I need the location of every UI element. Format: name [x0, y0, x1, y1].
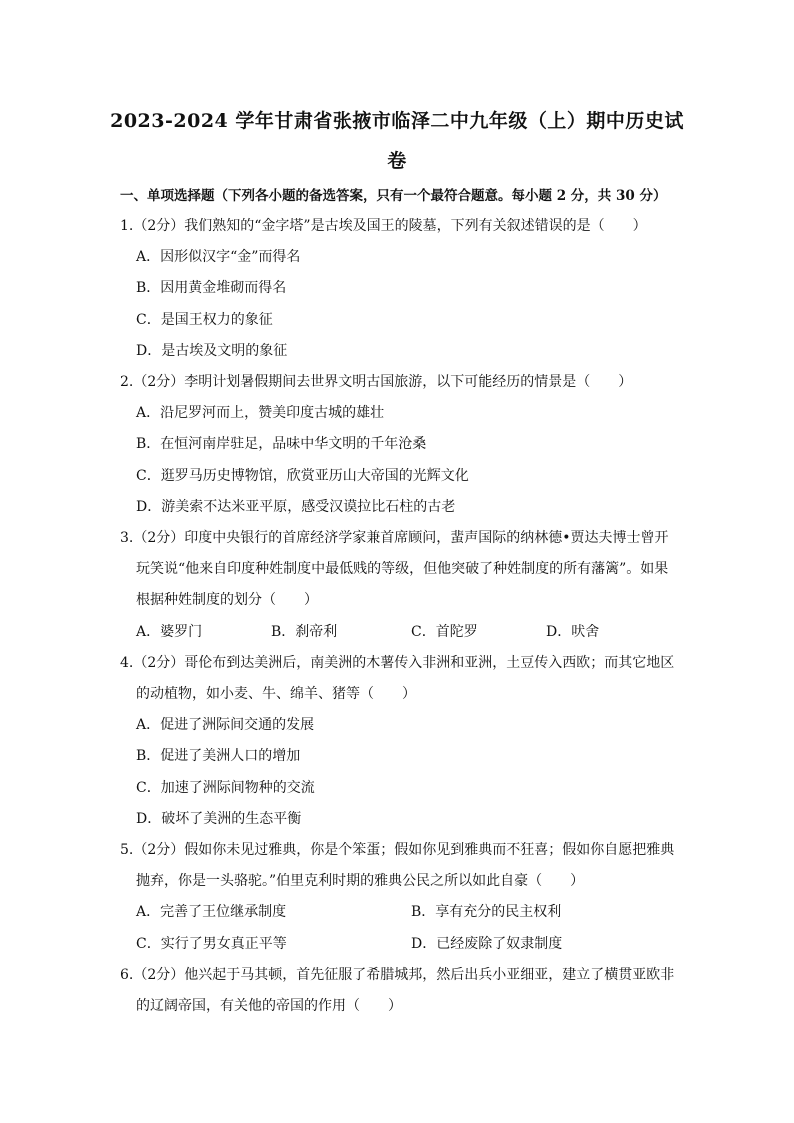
question-1-stem: 1.（2分）我们熟知的“金字塔”是古埃及国王的陵墓，下列有关叙述错误的是（ ） [120, 218, 647, 234]
question-1-option-b: B．因用黄金堆砌而得名 [136, 280, 287, 296]
exam-title-line1: 2023-2024 学年甘肃省张掖市临泽二中九年级（上）期中历史试 [110, 110, 684, 132]
exam-title-line2: 卷 [387, 150, 407, 172]
question-4-stem-line2: 的动植物，如小麦、牛、绵羊、猪等（ ） [136, 686, 416, 702]
question-3-option-c: C．首陀罗 [411, 624, 478, 640]
question-3-stem-line2: 玩笑说“他来自印度种姓制度中最低贱的等级，但他突破了种姓制度的所有藩篱”。如果 [136, 561, 669, 577]
section-heading: 一、单项选择题（下列各小题的备选答案，只有一个最符合题意。每小题 2 分，共 30 分） [120, 188, 667, 204]
question-2-option-c: C．逛罗马历史博物馆，欣赏亚历山大帝国的光辉文化 [136, 468, 469, 484]
question-5-stem-line2: 抛弃，你是一头骆驼。”伯里克利时期的雅典公民之所以如此自豪（ ） [136, 873, 585, 889]
question-4-option-d: D．破坏了美洲的生态平衡 [136, 811, 302, 827]
question-3-option-a: A．婆罗门 [136, 624, 203, 640]
question-2-option-b: B．在恒河南岸驻足，品味中华文明的千年沧桑 [136, 436, 427, 452]
question-2-option-d: D．游美索不达米亚平原，感受汉谟拉比石柱的古老 [136, 499, 456, 515]
question-3-stem-line3: 根据种姓制度的划分（ ） [136, 592, 318, 608]
question-2-stem: 2.（2分）李明计划暑假期间去世界文明古国旅游，以下可能经历的情景是（ ） [120, 374, 633, 390]
question-2-option-a: A．沿尼罗河而上，赞美印度古城的雄壮 [136, 405, 385, 421]
question-1-option-d: D．是古埃及文明的象征 [136, 343, 288, 359]
question-3-option-b: B．刹帝利 [271, 624, 338, 640]
question-5-stem-line1: 5.（2分）假如你未见过雅典，你是个笨蛋；假如你见到雅典而不狂喜；假如你自愿把雅典 [120, 842, 675, 858]
question-4-option-a: A．促进了洲际间交通的发展 [136, 717, 315, 733]
question-5-option-c: C．实行了男女真正平等 [136, 936, 287, 952]
question-4-option-b: B．促进了美洲人口的增加 [136, 748, 301, 764]
question-4-stem-line1: 4.（2分）哥伦布到达美洲后，南美洲的木薯传入非洲和亚洲，土豆传入西欧；而其它地区 [120, 655, 675, 671]
question-3-stem-line1: 3.（2分）印度中央银行的首席经济学家兼首席顾问，蜚声国际的纳林德•贾达夫博士曾开 [120, 530, 669, 546]
question-4-option-c: C．加速了洲际间物种的交流 [136, 780, 315, 796]
question-3-option-d: D．吠舍 [546, 624, 600, 640]
question-1-option-c: C．是国王权力的象征 [136, 312, 273, 328]
question-6-stem-line2: 的辽阔帝国，有关他的帝国的作用（ ） [136, 998, 402, 1014]
question-5-option-b: B．享有充分的民主权利 [411, 904, 562, 920]
question-6-stem-line1: 6.（2分）他兴起于马其顿，首先征服了希腊城邦，然后出兵小亚细亚，建立了横贯亚欧非 [120, 967, 675, 983]
question-5-option-a: A．完善了王位继承制度 [136, 904, 287, 920]
question-5-option-d: D．已经废除了奴隶制度 [411, 936, 563, 952]
question-1-option-a: A．因形似汉字“金”而得名 [136, 249, 301, 265]
